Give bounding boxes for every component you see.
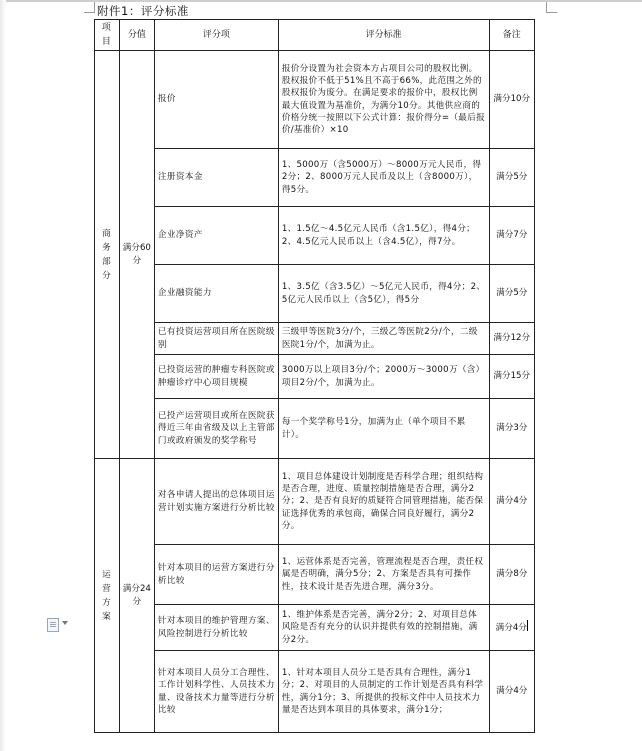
note-cell: 满分4分 [489, 459, 534, 545]
criterion-cell: 已投资运营的肿瘤专科医院或肿瘤诊疗中心项目规模 [154, 355, 278, 399]
standard-cell: 三级甲等医院3分/个，三级乙等医院2分/个，二级医院1分/个，加满为止。 [278, 323, 489, 355]
note-cell: 满分5分 [489, 149, 534, 207]
note-cell-with-cursor[interactable] [489, 605, 534, 651]
table-row [95, 605, 535, 651]
criterion-cell: 针对本项目的运营方案进行分析比较 [154, 545, 278, 605]
criterion-cell: 针对本项目人员分工合理性、工作计划科学性、人员技术力量、设备技术力量等进行分析比较 [154, 651, 278, 733]
standard-cell: 1、项目总体建设计划制度是否科学合理；组织结构是否合理，进度、质量控制措施是否合理，满分2分；2、是否有良好的质疑符合同管理措施，能否保证选择优秀的承包商，确保合同良好履行，满分2分。 [278, 459, 489, 545]
criterion-cell: 企业融资能力 [154, 265, 278, 323]
criterion-cell: 报价 [154, 51, 278, 149]
table-row [95, 207, 535, 265]
section-business-name: 商务部分 [95, 51, 120, 459]
table-row [95, 459, 535, 545]
criterion-cell: 企业净资产 [154, 207, 278, 265]
table-row [95, 265, 535, 323]
standard-cell: 每一个奖学称号1分，加满为止（单个项目不累计）。 [278, 399, 489, 459]
standard-cell: 3000万以上项目3分/个；2000万～3000万（含）项目2分/个，加满为止。 [278, 355, 489, 399]
table-row [95, 323, 535, 355]
text-cursor [527, 620, 528, 631]
note-cell: 满分7分 [489, 207, 534, 265]
table-row [95, 51, 535, 149]
criterion-cell: 已有投资运营项目所在医院级别 [154, 323, 278, 355]
standard-cell: 1、针对本项目人员分工是否具有合理性，满分1分；2、对项目的人员制定的工作计划是否具有科学性，满分1分；3、所提供的投标文件中人员技术力量是否达到本项目的具体要求，满分1分； [278, 651, 489, 733]
section-operation-score: 满分24分 [119, 459, 154, 733]
header-item: 项目 [95, 20, 120, 51]
standard-cell: 1、维护体系是否完善，满分2分；2、对项目总体风险是否有充分的认识并提供有效的控制措施，满分2分。 [278, 605, 489, 651]
table-row [95, 651, 535, 733]
standard-cell: 报价分设置为社会资本方占项目公司的股权比例。股权报价不低于51%且不高于66%，此范围之外的股权报价为废分。在满足要求的报价中，股权比例最大值设置为基准价，为满分10分。其他供应商的价格分统一按照以下公式计算：报价得分=（最后报价/基准价）×10 [278, 51, 489, 149]
table-row [95, 399, 535, 459]
standard-cell: 1、5000万（含5000万）～8000万元人民币，得2分；2、8000万元人民币及以上（含8000万），得5分。 [278, 149, 489, 207]
table-header-row [95, 20, 535, 51]
table-row [95, 149, 535, 207]
chevron-down-icon[interactable] [62, 621, 68, 625]
note-cell: 满分3分 [489, 399, 534, 459]
criterion-cell: 对各申请人提出的总体项目运营计划实施方案进行分析比较 [154, 459, 278, 545]
table-row [95, 355, 535, 399]
note-cell: 满分15分 [489, 355, 534, 399]
section-business-score: 满分60分 [119, 51, 154, 459]
header-standard: 评分标准 [278, 20, 489, 51]
note-cell: 满分4分 [489, 651, 534, 733]
criterion-cell: 针对本项目的维护管理方案、风险控制进行分析比较 [154, 605, 278, 651]
note-text: 满分4分 [495, 623, 527, 634]
margin-corner-mark [84, 2, 95, 13]
header-criterion: 评分项 [154, 20, 278, 51]
note-cell: 满分5分 [489, 265, 534, 323]
header-note: 备注 [489, 20, 534, 51]
header-score: 分值 [119, 20, 154, 51]
page-shadow [0, 0, 6, 751]
standard-cell: 1、3.5亿（含3.5亿）～5亿元人民币，得4分；2、5亿元人民币以上（含5亿），得5分 [278, 265, 489, 323]
note-cell: 满分10分 [489, 51, 534, 149]
paste-options-icon[interactable] [47, 618, 59, 632]
note-cell: 满分8分 [489, 545, 534, 605]
section-operation-name: 运营方案 [95, 459, 120, 733]
margin-corner-mark [546, 2, 557, 13]
scoring-table [94, 19, 535, 733]
table-row [95, 545, 535, 605]
criterion-cell: 已投产运营项目或所在医院获得近三年由省级及以上主管部门或政府颁发的奖学称号 [154, 399, 278, 459]
attachment-heading: 附件1：评分标准 [97, 4, 189, 18]
standard-cell: 1、运营体系是否完善，管理流程是否合理，责任权属是否明确，满分5分；2、方案是否具有可操作性，技术设计是否先进合理，满分3分。 [278, 545, 489, 605]
standard-cell: 1、1.5亿～4.5亿元人民币（含1.5亿），得4分；2、4.5亿元人民币以上（含4.5亿），得7分。 [278, 207, 489, 265]
criterion-cell: 注册资本金 [154, 149, 278, 207]
note-cell: 满分12分 [489, 323, 534, 355]
